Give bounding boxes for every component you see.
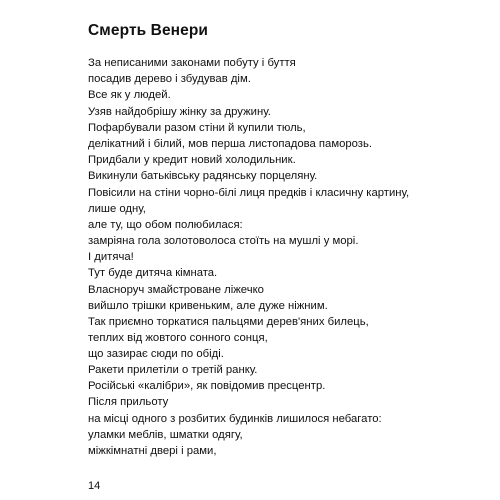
poem-line: міжкімнатні двері і рами, (88, 444, 217, 457)
poem-line: За неписаними законами побуту і буття (88, 57, 296, 69)
poem-line: посадив дерево і збудував дім. (88, 73, 251, 86)
poem-line: Пофарбували разом стіни й купили тюль, (88, 121, 306, 134)
poem-line: Власноруч змайстроване ліжечко (88, 283, 264, 296)
poem-line: Після прильоту (88, 396, 169, 409)
poem-line: вийшло трішки кривеньким, але дуже ніжним. (88, 299, 328, 312)
poem-line: Тут буде дитяча кімната. (88, 267, 218, 280)
poem-line: Придбали у кредит новий холодильник. (88, 154, 296, 167)
poem-title: Смерть Венери (88, 22, 209, 39)
poem-line: І дитяча! (88, 251, 134, 264)
poem-line: Ракети прилетіли о третій ранку. (88, 364, 258, 376)
poem-line: Все як у людей. (88, 89, 171, 102)
poem-line: Російські «калібри», як повідомив пресцентр. (88, 380, 326, 393)
poem-stanza-2 (88, 362, 382, 459)
poem-line: Викинули батьківську радянську порцеляну. (88, 170, 318, 183)
poem-line: лише одну, (88, 202, 146, 215)
poem-stanza-1 (88, 55, 409, 363)
poem-line: теплих від жовтого сонного сонця, (88, 332, 268, 345)
poem-line: делікатний і білий, мов перша листопадова паморозь. (88, 137, 373, 150)
poem-line: Узяв найдобрішу жінку за дружину. (88, 105, 271, 118)
poem-line: але ту, що обом полюбилася: (88, 218, 243, 231)
poem-line: на місці одного з розбитих будинків лишилося небагато: (88, 412, 382, 425)
poem-line: що зазирає сюди по обіді. (88, 348, 224, 361)
poem-line: Так приємно торкатися пальцями дерев'яних билець, (88, 316, 369, 328)
page-number: 14 (88, 480, 101, 492)
poem-line: Повісили на стіни чорно-білі лиця предків і класичну картину, (88, 186, 410, 199)
poem-line: уламки меблів, шматки одягу, (88, 428, 243, 441)
poem-line: замріяна гола золотоволоса стоїть на мушлі у морі. (88, 235, 359, 248)
